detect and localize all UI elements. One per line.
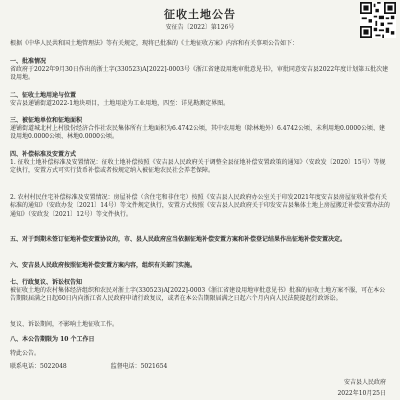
section-7-heading: 七、行政复议、诉讼权告知 xyxy=(10,279,83,286)
contact-phone-row xyxy=(10,363,167,371)
section-6-heading: 六、安吉县人民政府按照征地补偿安置方案内容，组织有关部门实施。 xyxy=(10,262,197,269)
section-4-heading: 四、补偿标准及安置方式 xyxy=(10,151,77,158)
section-4-item-1: 1. 征收土地补偿标准及安置情况：征收土地补偿按照《安吉县人民政府关于调整全县征地补偿安置政策的通知》（安政发〔2020〕15号）等规定执行，安置方式可实行货币补偿或者按规定纳入被征地农民社会养老保障。 xyxy=(10,159,386,175)
contact-label: 联系电话： xyxy=(10,363,41,370)
section-7-body: 被征收土地的农村集体经济组织和农民对浙土字(330523)A[2022]-0003《浙江省建设用地审批意见书》批准的征收土地方案不服，可在本公告期限届满之日起60日内向浙江省人民政府申请行政复议，或者在本公告期限届满之日起六个月内向人民法院提起行政诉讼。 xyxy=(10,287,386,303)
section-5-heading: 五、对于到期未签订征地补偿安置协议的，市、县人民政府应当依据征地补偿安置方案和补偿登记结果作出征地补偿安置决定。 xyxy=(10,236,347,243)
signature-date: 2022年10月25日 xyxy=(337,390,386,397)
closing-text: 特此公告。 xyxy=(10,350,41,357)
section-1-heading: 一、批准情况 xyxy=(10,58,47,65)
intro-paragraph: 根据《中华人民共和国土地管理法》等有关规定，现将已批准的《土地征收方案》内容和有关事项公告如下： xyxy=(10,40,299,47)
supervise-label: 监督电话： xyxy=(110,363,141,370)
contact-phone: 5022048 xyxy=(40,363,67,370)
supervise-phone: 5021654 xyxy=(140,363,168,370)
page-title: 征收土地公告 xyxy=(164,8,236,21)
section-3-body: 递铺街道城北村上村股份经济合作社农民集体所有土地面积为6.4742公顷，其中农用地（除林地外）6.4742公顷、未利用地0.0000公顷、建设用地0.0000公顷、林地0.0000公顷。 xyxy=(10,125,385,141)
qr-code xyxy=(360,2,396,38)
section-8-heading: 八、本公告期限为 10 个工作日 xyxy=(10,336,95,343)
document-number: 安征告〔2022〕第126号 xyxy=(165,24,235,31)
section-3-heading: 三、被征地单位和征地面积 xyxy=(10,117,83,124)
section-1-body: 省政府于2022年9月30日作出的浙土字(330523)A[2022]-0003号《浙江省建设用地审批意见书》，审批同意安吉县2022年度计划第五批次建设用地。 xyxy=(10,66,389,82)
section-2-heading: 二、征收土地用途与位置 xyxy=(10,92,77,99)
section-4-item-2: 2. 农村村民住宅补偿标准及安置情况：房屋补偿（含住宅和非住宅）按照《安吉县人民政府办公室关于印发2021年度安吉县房屋征收补偿有关标准的通知》（安政办发〔2021〕14号）等文件规定执行，安置方式按照《安吉县人民政府关于印发安吉县集体土地上房屋搬迁补偿安置办法的通知》（安政发〔2021〕12号）等文件执行。 xyxy=(10,194,390,218)
signature-org: 安吉县人民政府 xyxy=(343,379,386,386)
section-2-body: 安吉县递铺街道2022-1地块项目，土地用途为工业用地，四至：详见勘测定界图。 xyxy=(10,100,230,107)
section-7-extra: 复议、诉讼期间，不影响土地征收工作。 xyxy=(10,321,119,328)
